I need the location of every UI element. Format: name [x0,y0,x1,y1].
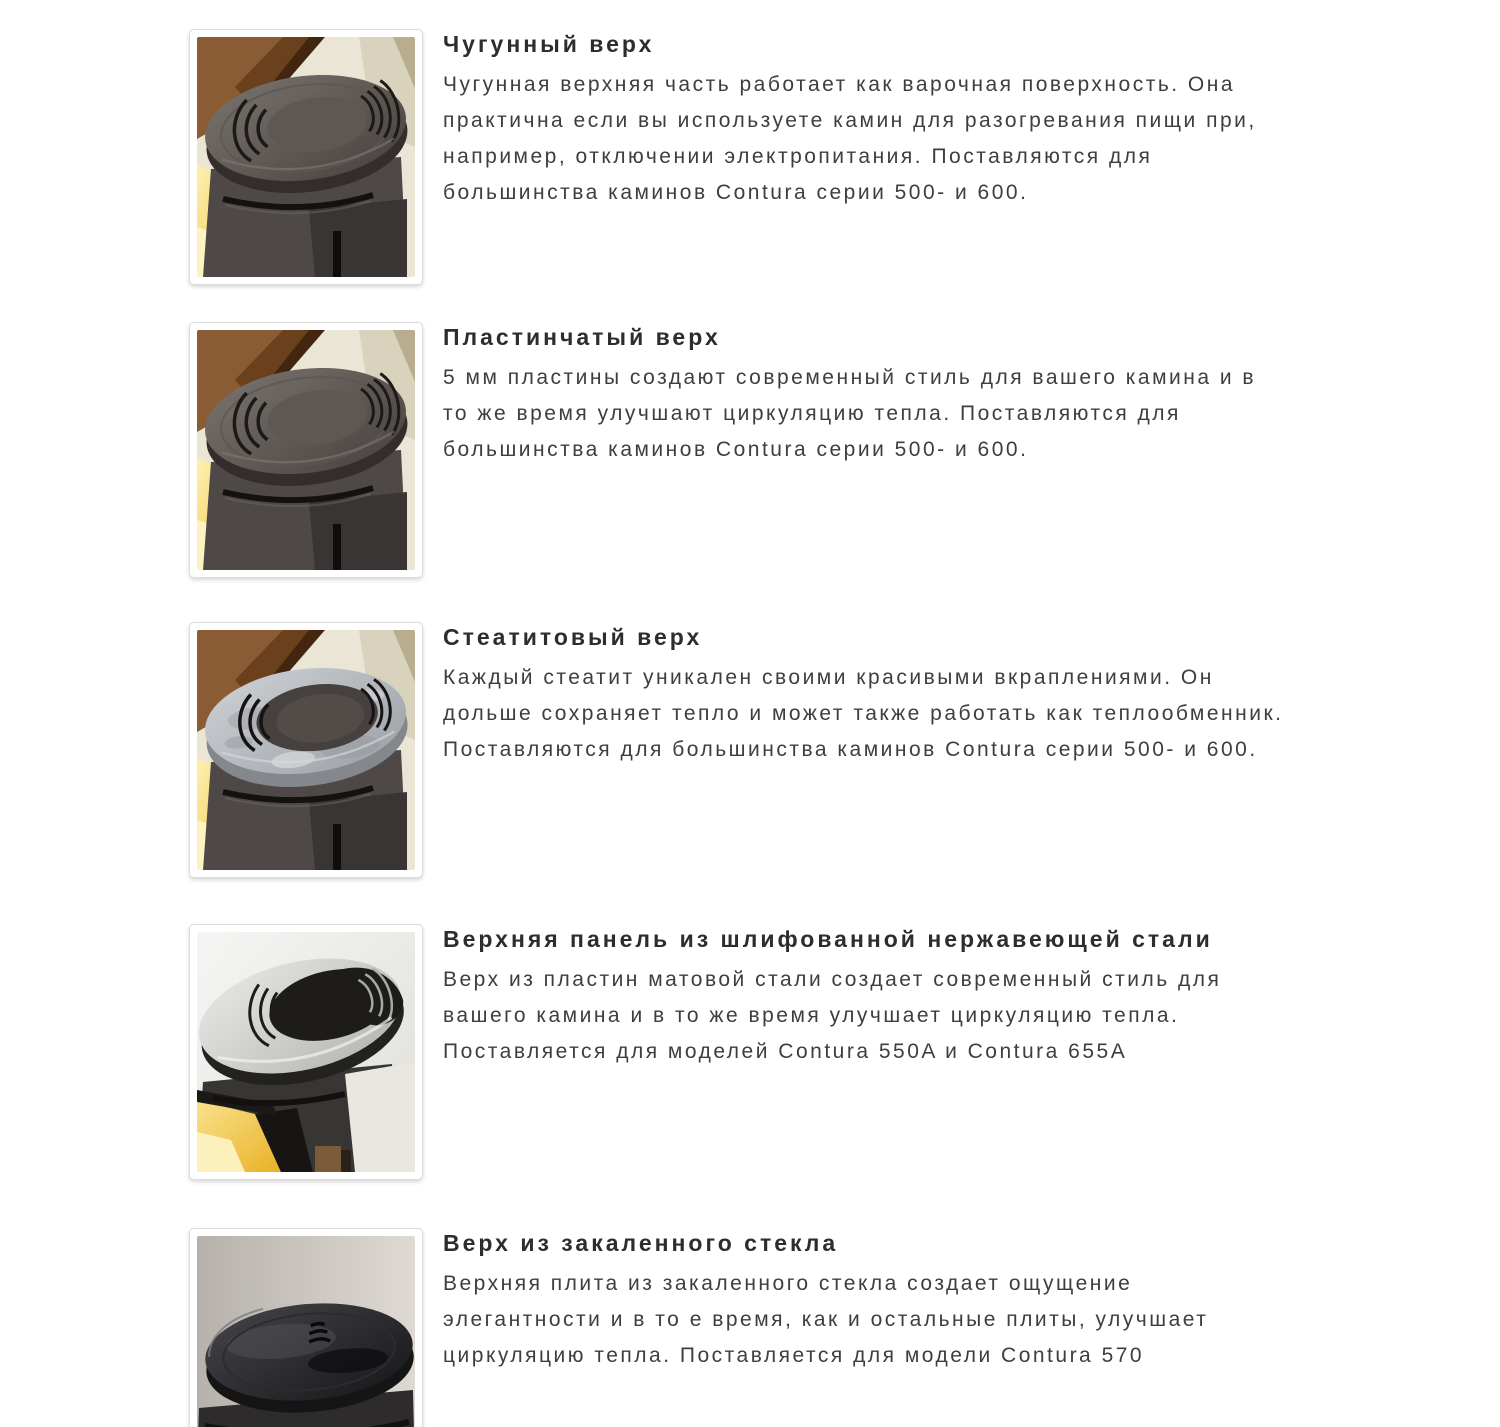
option-section-glass [189,1228,1303,1427]
option-title: Верхняя панель из шлифованной нержавеющей стали [443,926,1213,952]
option-description: Чугунная верхняя часть работает как варочная поверхность. Она практична если вы используете камин для разогревания пищи при, например, отключении электропитания. Поставляются для большинства каминов Contura серии 500- и 600. [443,73,1257,204]
option-section-plate [189,322,1303,578]
option-title: Стеатитовый верх [443,624,703,650]
tempered-glass-top-photo [197,1236,415,1427]
thumbnail-tempered-glass-top [189,1228,423,1427]
stainless-steel-top-photo [197,932,415,1172]
option-title: Верх из закаленного стекла [443,1230,839,1256]
option-section-stainless [189,924,1303,1180]
thumbnail-soapstone-top [189,622,423,878]
thumbnail-cast-iron-top [189,29,423,285]
option-description: 5 мм пластины создают современный стиль для вашего камина и в то же время улучшают циркуляцию тепла. Поставляются для большинства каминов Contura серии 500- и 600. [443,366,1257,461]
option-text-block [443,1228,1303,1374]
option-section-cast-iron [189,29,1303,285]
option-description: Верхняя плита из закаленного стекла создает ощущение элегантности и в то е время, как и остальные плиты, улучшает циркуляцию тепла. Поставляется для модели Contura 570 [443,1272,1209,1367]
option-text-block [443,29,1303,211]
option-text-block [443,322,1303,468]
cast-iron-top-photo [197,37,415,277]
option-section-soapstone [189,622,1303,878]
thumbnail-plate-top [189,322,423,578]
thumbnail-stainless-steel-top [189,924,423,1180]
option-title: Пластинчатый верх [443,324,721,350]
soapstone-top-photo [197,630,415,870]
plate-top-photo [197,330,415,570]
option-text-block [443,622,1303,768]
option-description: Каждый стеатит уникален своими красивыми вкраплениями. Он дольше сохраняет тепло и может также работать как теплообменник. Поставляются для большинства каминов Contura серии 500- и 600. [443,666,1284,761]
option-text-block [443,924,1303,1070]
option-title: Чугунный верх [443,31,655,57]
option-description: Верх из пластин матовой стали создает современный стиль для вашего камина и в то же время улучшает циркуляцию тепла. Поставляется для моделей Contura 550A и Contura 655A [443,968,1222,1063]
